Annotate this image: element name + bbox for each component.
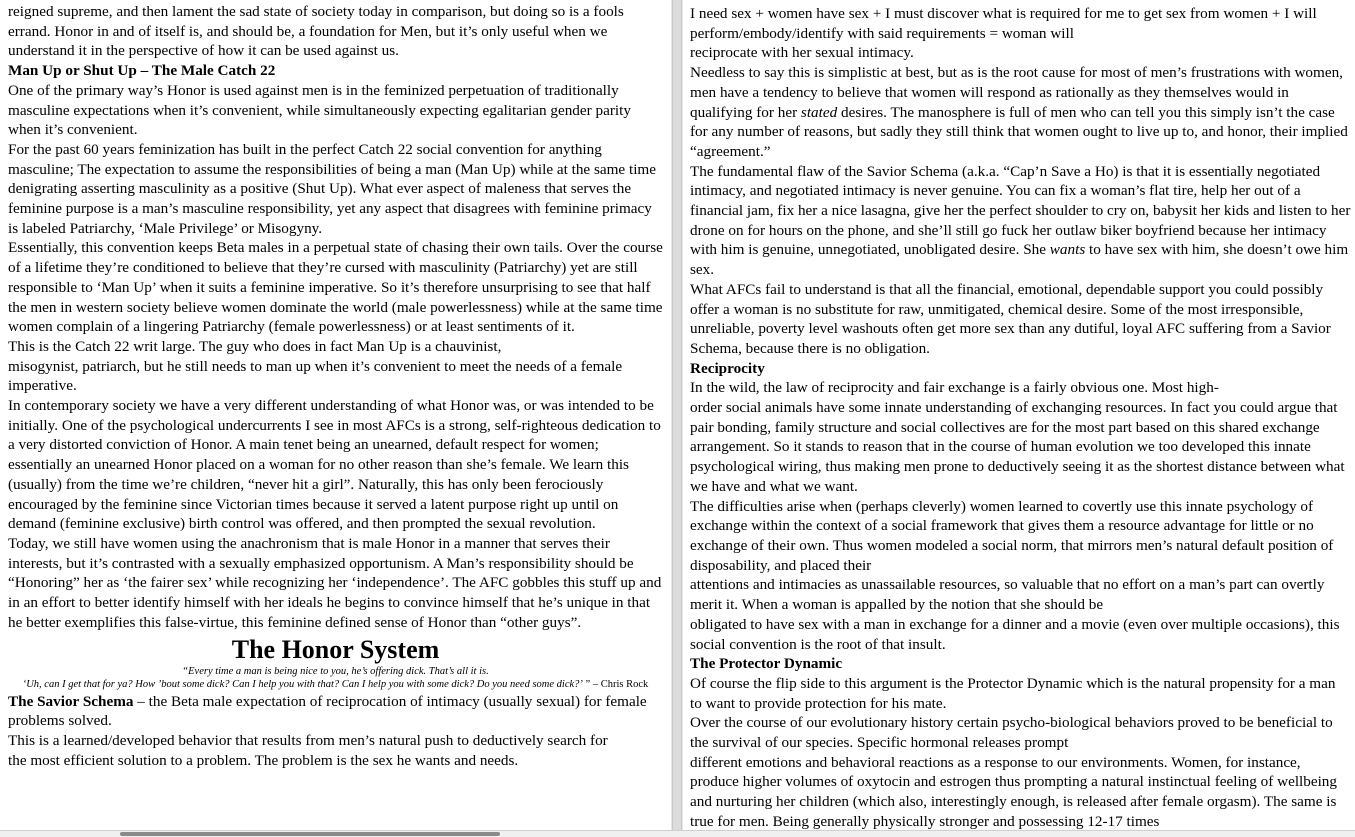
- paragraph: [690, 63, 1351, 162]
- paragraph: For the past 60 years feminization has built in the perfect Catch 22 social convention for anything masculine; The expectation to assume the responsibilities of being a man (Man Up) while at the same time denigrating asserting masculinity as a positive (Shut Up). What ever aspect of maleness that serves the feminine purpose is a man’s masculine responsibility, yet any aspect that disagrees with feminine primacy is labeled Patriarchy, ‘Male Privilege’ or Misogyny.: [8, 140, 656, 237]
- paragraph: Over the course of our evolutionary history certain psycho-biological behaviors proved to be beneficial to the survival of our species. Specific hormonal releases prompt: [690, 714, 1333, 752]
- paragraph: attentions and intimacies as unassailable resources, so valuable that no effort on a man’s part can overtly merit it. When a woman is appalled by the notion that she should be: [690, 576, 1325, 614]
- scrollbar-thumb[interactable]: [120, 832, 500, 836]
- paragraph: In the wild, the law of reciprocity and fair exchange is a fairly obvious one. Most high-: [690, 379, 1219, 397]
- epigraph-line: “Every time a man is being nice to you, he’s offering dick. That’s all it is.: [182, 665, 489, 677]
- section-heading-protector: The Protector Dynamic: [690, 655, 843, 673]
- paragraph: Of course the flip side to this argument is the Protector Dynamic which is the natural propensity for a man to want to provide protection for his mate.: [690, 674, 1336, 712]
- text-run: desires. The manosphere is full of men who can tell you this simply isn’t the case for any number of reasons, but sadly they still think that women ought to live up to, and honor, their implied “agreement.”: [690, 103, 1348, 160]
- paragraph: misogynist, patriarch, but he still needs to man up when it’s convenient to meet the needs of a female imperative.: [8, 357, 623, 395]
- paragraph: order social animals have some innate understanding of exchanging resources. In fact you could argue that pair bonding, family structure and social collectives are for the most part based on this shared exchange arrangement. So it stands to reason that in the course of human evolution we too developed this innate psychological wiring, thus making men prone to deductively seeing it as the shortest distance between what we have and what we want.: [690, 399, 1345, 495]
- section-heading-man-up: Man Up or Shut Up – The Male Catch 22: [8, 62, 276, 80]
- definition-paragraph: [8, 692, 663, 731]
- emphasis: wants: [1049, 241, 1086, 259]
- paragraph: The difficulties arise when (perhaps cleverly) women learned to covertly use this innate psychology of exchange within the context of a social framework that gives them a resource advantage for little or no exchange of their own. Thus women modeled a social norm, that mirrors men’s natural default position of disposability, and placed their: [690, 497, 1334, 574]
- section-heading-reciprocity: Reciprocity: [690, 359, 765, 377]
- right-page: [683, 0, 1355, 837]
- left-page: [0, 0, 671, 837]
- horizontal-scrollbar[interactable]: [0, 830, 1355, 837]
- section-title-honor-system: The Honor System: [231, 634, 440, 664]
- paragraph: What AFCs fail to understand is that all the financial, emotional, dependable support you could possibly offer a woman is no substitute for raw, unmitigated, chemical desire. Some of the most irresponsible, unreliable, poverty level washouts often get more sex than any dutiful, loyal AFC suffering from a Savior Schema, because there is no obligation.: [690, 280, 1331, 357]
- paragraph: reciprocate with her sexual intimacy.: [690, 44, 914, 62]
- epigraph-quote: ‘Uh, can I get that for ya? How ’bout some dick? Can I help you with that? Can I help you with some dick? Do you need some dick?’ ”: [22, 679, 591, 690]
- epigraph-line: [8, 678, 663, 692]
- text-run: Needless to say this is simplistic at best, but as is the root cause for most of men’s frustrations with women, men have a tendency to believe that women will respond as rationally as they themselves would in qualifying for her: [690, 64, 1343, 121]
- paragraph: This is a learned/developed behavior that results from men’s natural push to deductively search for: [8, 731, 608, 749]
- text-run: The fundamental flaw of the Savior Schema (a.k.a. “Cap’n Save a Ho) is that it is essentially negotiated intimacy, and negotiated intimacy is never genuine. You can fix a woman’s flat tire, help her out of a financial jam, fix her a nice lasagna, give her the perfect shoulder to cry on, babysit her kids and listen to her drone on for hours on the phone, and she’ll still go fuck her outlaw biker boyfriend because her intimacy with him is genuine, unnegotiated, unobligated desire. She: [690, 162, 1351, 259]
- paragraph: Essentially, this convention keeps Beta males in a perpetual state of chasing their own tails. Over the course of a lifetime they’re conditioned to believe that they’re cursed with masculinity (Patriarchy) yet are still responsible to ‘Man Up’ when it suits a feminine imperative. So it’s therefore unsurprising to see that half the men in western society believe women dominate the world (male powerlessness) while at the same time women complain of a lingering Patriarchy (female powerlessness) or at least sentiments of it.: [8, 239, 663, 336]
- defined-term: The Savior Schema: [8, 692, 134, 710]
- paragraph: obligated to have sex with a man in exchange for a dinner and a movie (even over multiple occasions), this social convention is the root of that insult.: [690, 615, 1340, 653]
- paragraph: In contemporary society we have a very different understanding of what Honor was, or was intended to be initially. One of the psychological undercurrents I see in most AFCs is a strong, self-righteous dedication to a very distorted conviction of Honor. A main tenet being an unearned, default respect for women; essentially an unearned Honor placed on a woman for no other reason than she’s female. We learn this (usually) from the time we’re children, “never hit a girl”. Naturally, this has only been ferociously encouraged by the feminine since Victorian times because it served a latent purpose right up until on demand (feminine exclusive) birth control was offered, and then prompted the sexual revolution.: [8, 397, 661, 533]
- paragraph: reigned supreme, and then lament the sad state of society today in comparison, but doing so is a fools errand. Honor in and of itself is, and should be, a foundation for Men, but it’s only useful when we understand it in the perspective of how it can be used against us.: [8, 3, 624, 60]
- paragraph: different emotions and behavioral reactions as a response to our environments. Women, for instance, produce higher volumes of oxytocin and estrogen thus prompting a natural instinctual feeling of wellbeing and nurturing her children (which also, interestingly enough, is released after female orgasm). The same is true for men. Being generally physically stronger and possessing 12-17 times: [690, 753, 1337, 830]
- paragraph: the most efficient solution to a problem. The problem is the sex he wants and needs.: [8, 751, 519, 769]
- definition-text: – the Beta male expectation of reciprocation of intimacy (usually sexual) for female problems solved.: [8, 692, 647, 730]
- page-divider: [672, 0, 682, 837]
- paragraph: I need sex + women have sex + I must discover what is required for me to get sex from women + I will perform/embody/identify with said requirements = woman will: [690, 5, 1317, 42]
- paragraph: [690, 162, 1351, 280]
- paragraph: One of the primary way’s Honor is used against men is in the feminized perpetuation of traditionally masculine expectations when it’s convenient, while simultaneously expecting egalitarian gender parity when it’s convenient.: [8, 81, 631, 139]
- text-run: to have sex with him, she doesn’t owe him sex.: [690, 241, 1349, 279]
- paragraph: This is the Catch 22 writ large. The guy who does in fact Man Up is a chauvinist,: [8, 337, 502, 355]
- emphasis: stated: [800, 103, 838, 121]
- epigraph-attribution: – Chris Rock: [590, 679, 649, 690]
- paragraph: Today, we still have women using the anachronism that is male Honor in a manner that serves their interests, but it’s contrasted with a sexually emphasized opportunism. A Man’s responsibility should be “Honoring” her as ‘the fairer sex’ while recognizing her ‘independence’. The AFC gobbles this stuff up and in an effort to better identify himself with her ideals he begins to convince himself that he’s unique in that he better exemplifies this false-virtue, this feminine defined sense of Honor than “other guys”.: [8, 534, 662, 631]
